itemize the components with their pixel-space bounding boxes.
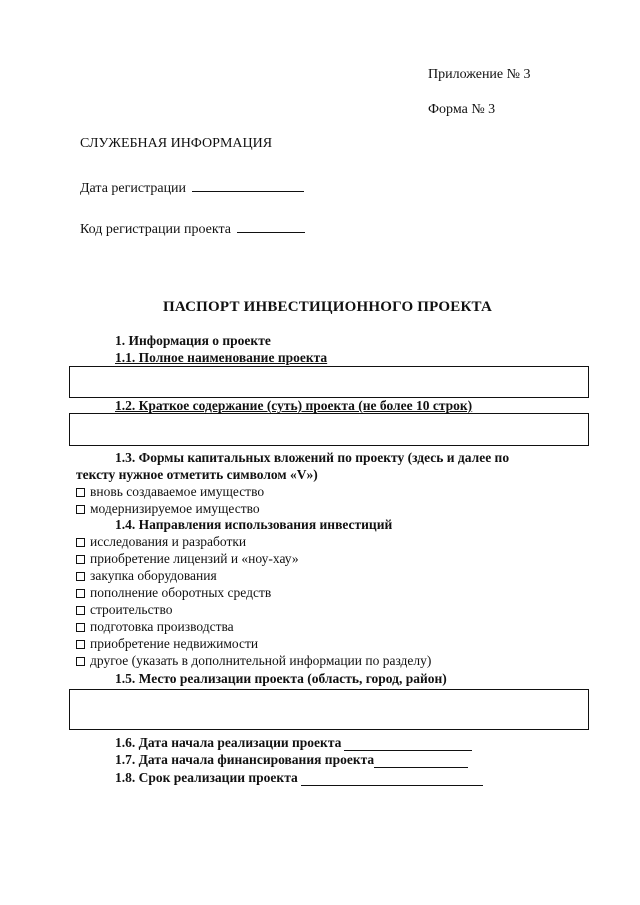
option-label: строительство bbox=[90, 602, 173, 617]
project-name-input[interactable] bbox=[69, 366, 589, 398]
option-label: исследования и разработки bbox=[90, 534, 247, 549]
option-label: вновь создаваемое имущество bbox=[90, 484, 265, 499]
start-date-label: 1.6. Дата начала реализации проекта bbox=[115, 735, 342, 750]
passport-title: ПАСПОРТ ИНВЕСТИЦИОННОГО ПРОЕКТА bbox=[163, 299, 493, 315]
checkbox-icon[interactable] bbox=[76, 555, 85, 564]
section-1-1-heading: 1.1. Полное наименование проекта bbox=[115, 350, 328, 365]
option-label: закупка оборудования bbox=[90, 568, 217, 583]
section-1-4-heading: 1.4. Направления использования инвестиций bbox=[115, 517, 393, 532]
checkbox-icon[interactable] bbox=[76, 589, 85, 598]
direction-option[interactable] bbox=[76, 636, 258, 652]
funding-date-field[interactable] bbox=[374, 755, 468, 768]
checkbox-icon[interactable] bbox=[76, 572, 85, 581]
duration-field[interactable] bbox=[301, 773, 483, 786]
reg-date-field[interactable] bbox=[192, 178, 304, 192]
reg-code-row bbox=[80, 219, 305, 238]
section-1-3-heading-line2: тексту нужное отметить символом «V») bbox=[76, 467, 318, 482]
option-label: подготовка производства bbox=[90, 619, 234, 634]
section-1-3-heading-line1: 1.3. Формы капитальных вложений по проекту (здесь и далее по bbox=[115, 450, 510, 465]
option-label: приобретение недвижимости bbox=[90, 636, 259, 651]
option-label: пополнение оборотных средств bbox=[90, 585, 272, 600]
checkbox-icon[interactable] bbox=[76, 640, 85, 649]
form-label: Форма № 3 bbox=[428, 102, 496, 117]
capital-form-option[interactable] bbox=[76, 501, 260, 517]
direction-option[interactable] bbox=[76, 551, 299, 567]
section-1-2-heading: 1.2. Краткое содержание (суть) проекта (не более 10 строк) bbox=[115, 398, 473, 413]
start-date-field[interactable] bbox=[344, 738, 472, 751]
project-summary-input[interactable] bbox=[69, 413, 589, 446]
checkbox-icon[interactable] bbox=[76, 657, 85, 666]
reg-code-label: Код регистрации проекта bbox=[80, 222, 231, 237]
direction-option[interactable] bbox=[76, 619, 234, 635]
checkbox-icon[interactable] bbox=[76, 505, 85, 514]
start-date-row bbox=[115, 735, 472, 751]
duration-row bbox=[115, 770, 483, 786]
checkbox-icon[interactable] bbox=[76, 538, 85, 547]
duration-label: 1.8. Срок реализации проекта bbox=[115, 770, 298, 785]
checkbox-icon[interactable] bbox=[76, 606, 85, 615]
reg-date-label: Дата регистрации bbox=[80, 181, 187, 196]
funding-date-label: 1.7. Дата начала финансирования проекта bbox=[115, 752, 375, 767]
section-1-heading: 1. Информация о проекте bbox=[115, 333, 271, 348]
reg-code-field[interactable] bbox=[237, 219, 305, 233]
checkbox-icon[interactable] bbox=[76, 488, 85, 497]
reg-date-row bbox=[80, 178, 304, 197]
checkbox-icon[interactable] bbox=[76, 623, 85, 632]
option-label: приобретение лицензий и «ноу-хау» bbox=[90, 551, 299, 566]
option-label: другое (указать в дополнительной информации по разделу) bbox=[90, 653, 432, 668]
appendix-label: Приложение № 3 bbox=[428, 67, 531, 82]
direction-option[interactable] bbox=[76, 653, 431, 669]
direction-option[interactable] bbox=[76, 534, 246, 550]
funding-date-row bbox=[115, 752, 468, 768]
option-label: модернизируемое имущество bbox=[90, 501, 260, 516]
service-info-title: СЛУЖЕБНАЯ ИНФОРМАЦИЯ bbox=[80, 136, 273, 151]
location-input[interactable] bbox=[69, 689, 589, 730]
capital-form-option[interactable] bbox=[76, 484, 264, 500]
direction-option[interactable] bbox=[76, 568, 217, 584]
section-1-5-heading: 1.5. Место реализации проекта (область, город, район) bbox=[115, 671, 447, 686]
direction-option[interactable] bbox=[76, 602, 173, 618]
direction-option[interactable] bbox=[76, 585, 271, 601]
